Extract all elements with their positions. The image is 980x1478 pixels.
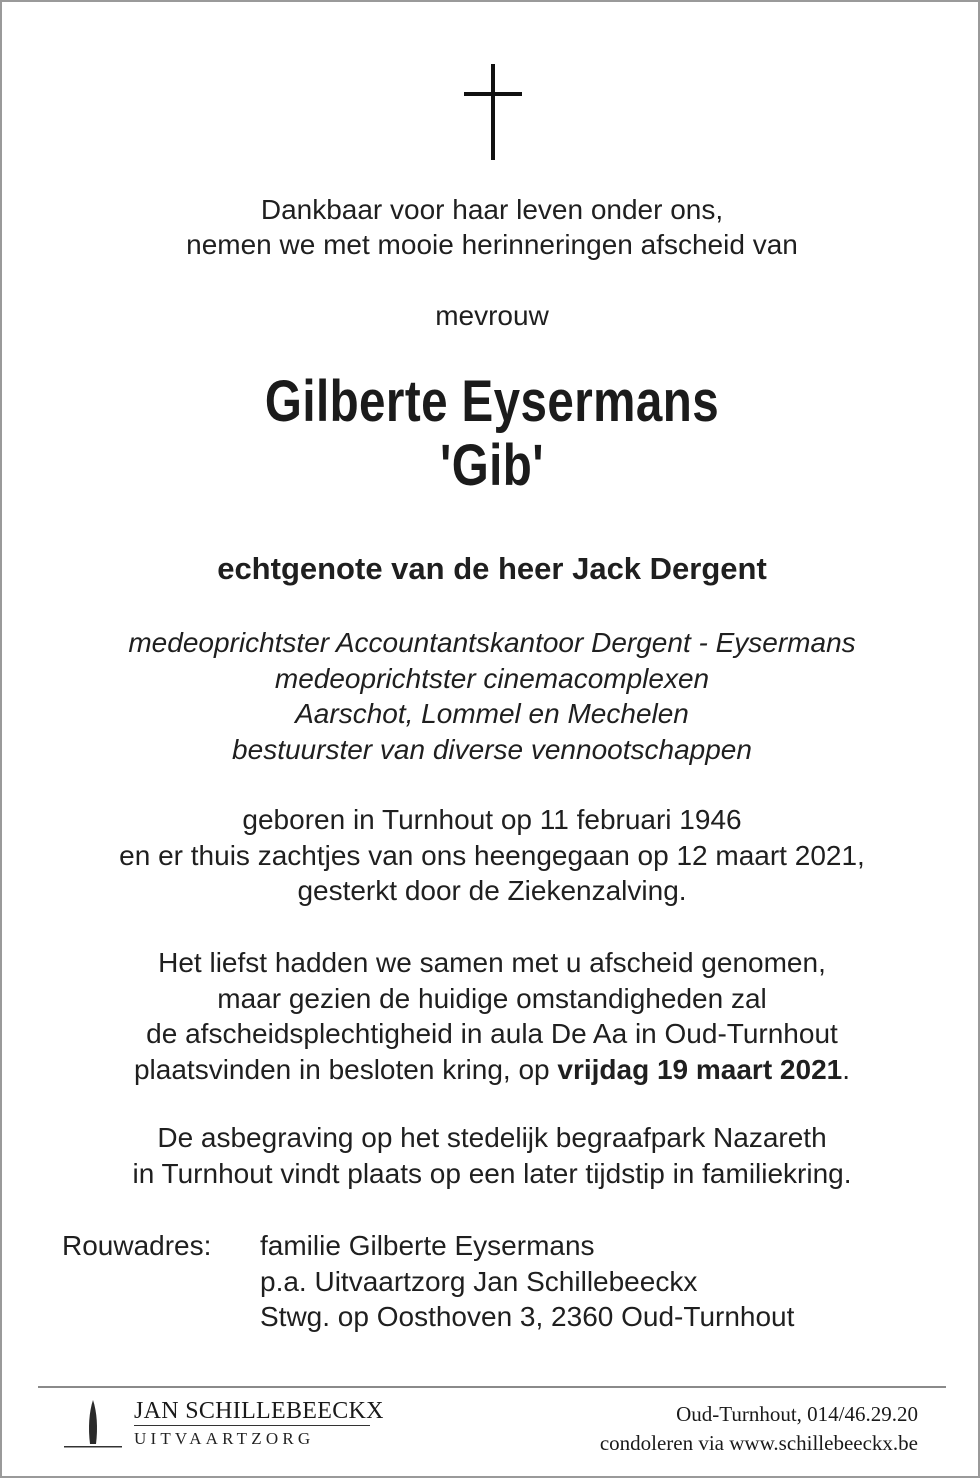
burial-line: in Turnhout vindt plaats op een later tijdstip in familiekring. (132, 1157, 852, 1189)
funeral-home-subtitle: UITVAARTZORG (134, 1429, 315, 1448)
spouse-line: echtgenote van de heer Jack Dergent (217, 551, 767, 586)
nickname: 'Gib' (440, 433, 544, 498)
address-line: familie Gilberte Eysermans (260, 1230, 595, 1261)
address-lines (260, 1228, 794, 1335)
burial-line: De asbegraving op het stedelijk begraafpark Nazareth (157, 1122, 827, 1153)
funeral-date: vrijdag 19 maart 2021 (557, 1053, 843, 1085)
address-line: p.a. Uitvaartzorg Jan Schillebeeckx (260, 1265, 698, 1297)
burial-info (2, 1120, 980, 1191)
funeral-line: Het liefst hadden we samen met u afscheid genomen, (158, 947, 826, 978)
logo-rule (134, 1425, 370, 1426)
full-name: Gilberte Eysermans (264, 369, 720, 434)
contact-info (600, 1400, 918, 1458)
funeral-info (2, 945, 980, 1087)
contact-phone: Oud-Turnhout, 014/46.29.20 (676, 1402, 918, 1426)
intro-line: Dankbaar voor haar leven onder ons, (260, 194, 724, 225)
cross-icon (462, 62, 524, 162)
funeral-line: de afscheidsplechtigheid in aula De Aa in Oud-Turnhout (146, 1018, 838, 1049)
funeral-date-suffix: . (842, 1053, 850, 1085)
birth-line: geboren in Turnhout op 11 februari 1946 (242, 804, 742, 835)
role-line: medeoprichtster Accountantskantoor Dergent - Eysermans (128, 627, 856, 658)
funeral-home-logo (134, 1398, 384, 1448)
funeral-line: maar gezien de huidige omstandigheden zal (217, 982, 767, 1014)
sacrament-line: gesterkt door de Ziekenzalving. (297, 875, 687, 906)
intro-text (2, 192, 980, 262)
address-line: Stwg. op Oosthoven 3, 2360 Oud-Turnhout (260, 1301, 795, 1332)
footer-divider (38, 1386, 946, 1388)
intro-line: nemen we met mooie herinneringen afscheid van (186, 229, 798, 260)
cypress-tree-icon (64, 1398, 122, 1450)
condolence-link[interactable]: condoleren via www.schillebeeckx.be (599, 1431, 918, 1455)
funeral-date-line (2, 1052, 980, 1088)
roles-list (2, 625, 980, 767)
life-dates (2, 802, 980, 909)
role-line: medeoprichtster cinemacomplexen (274, 662, 710, 694)
death-line: en er thuis zachtjes van ons heengegaan op 12 maart 2021, (119, 839, 865, 871)
honorific: mevrouw (435, 300, 549, 331)
deceased-name (90, 370, 894, 498)
address-label: Rouwadres: (62, 1230, 212, 1261)
role-line: Aarschot, Lommel en Mechelen (295, 698, 689, 729)
funeral-home-name: JAN SCHILLEBEECKX (134, 1398, 384, 1424)
funeral-date-prefix: plaatsvinden in besloten kring, op (133, 1053, 558, 1085)
role-line: bestuurster van diverse vennootschappen (232, 733, 752, 765)
